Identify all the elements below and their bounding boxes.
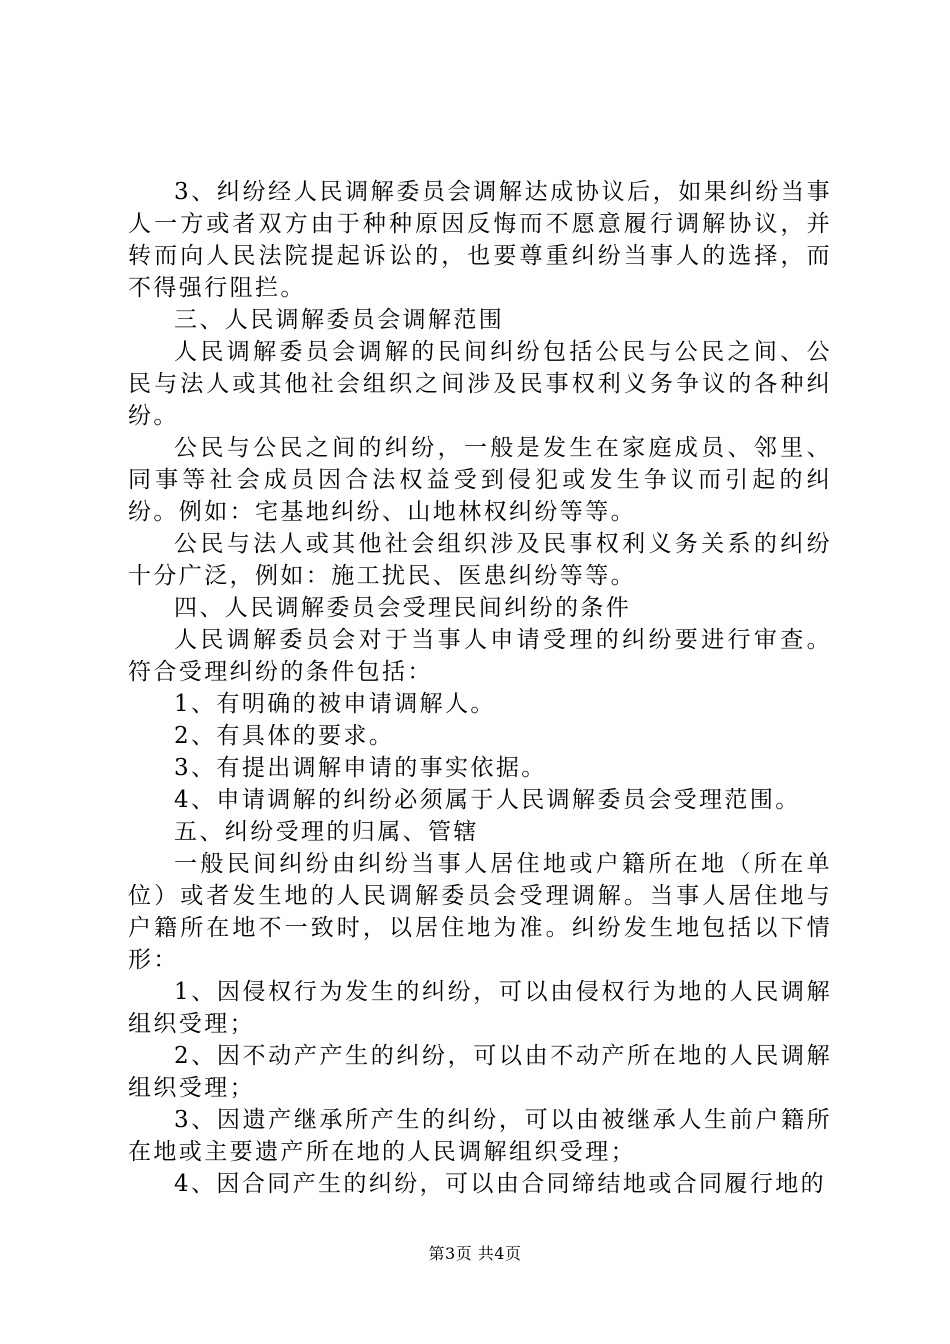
- paragraph-item-3: 3、纠纷经人民调解委员会调解达成协议后，如果纠纷当事人一方或者双方由于种种原因反悔而不愿意履行调解协议，并转而向人民法院提起诉讼的，也要尊重纠纷当事人的选择，而不得强行阻拦。: [128, 179, 832, 301]
- condition-item-4: 4、申请调解的纠纷必须属于人民调解委员会受理范围。: [174, 787, 801, 813]
- paragraph-citizen-disputes: 公民与公民之间的纠纷，一般是发生在家庭成员、邻里、同事等社会成员因合法权益受到侵犯或发生争议而引起的纠纷。例如：宅基地纠纷、山地林权纠纷等等。: [128, 435, 832, 525]
- section-heading-scope: 三、人民调解委员会调解范围: [174, 307, 505, 333]
- document-body: [128, 176, 832, 1200]
- page-number: 第3页: [428, 1244, 473, 1263]
- jurisdiction-item-1: 1、因侵权行为发生的纠纷，可以由侵权行为地的人民调解组织受理；: [128, 979, 832, 1037]
- jurisdiction-item-2: 2、因不动产产生的纠纷，可以由不动产所在地的人民调解组织受理；: [128, 1043, 832, 1101]
- jurisdiction-item-4: 4、因合同产生的纠纷，可以由合同缔结地或合同履行地的: [174, 1171, 827, 1197]
- jurisdiction-item-3: 3、因遗产继承所产生的纠纷，可以由被继承人生前户籍所在地或主要遗产所在地的人民调解组织受理；: [128, 1107, 832, 1165]
- section-heading-jurisdiction: 五、纠纷受理的归属、管辖: [174, 819, 479, 845]
- page-footer: [0, 1244, 950, 1264]
- paragraph-scope-intro: 人民调解委员会调解的民间纠纷包括公民与公民之间、公民与法人或其他社会组织之间涉及民事权利义务争议的各种纠纷。: [128, 339, 832, 429]
- condition-item-3: 3、有提出调解申请的事实依据。: [174, 755, 547, 781]
- section-heading-conditions: 四、人民调解委员会受理民间纠纷的条件: [174, 595, 632, 621]
- paragraph-conditions-intro: 人民调解委员会对于当事人申请受理的纠纷要进行审查。符合受理纠纷的条件包括：: [128, 627, 832, 685]
- paragraph-legal-person-disputes: 公民与法人或其他社会组织涉及民事权利义务关系的纠纷十分广泛，例如：施工扰民、医患纠纷等等。: [128, 531, 832, 589]
- condition-item-2: 2、有具体的要求。: [174, 723, 395, 749]
- paragraph-jurisdiction-intro: 一般民间纠纷由纠纷当事人居住地或户籍所在地（所在单位）或者发生地的人民调解委员会受理调解。当事人居住地与户籍所在地不一致时，以居住地为准。纠纷发生地包括以下情形：: [128, 851, 832, 973]
- condition-item-1: 1、有明确的被申请调解人。: [174, 691, 496, 717]
- page-total: 共4页: [477, 1244, 522, 1263]
